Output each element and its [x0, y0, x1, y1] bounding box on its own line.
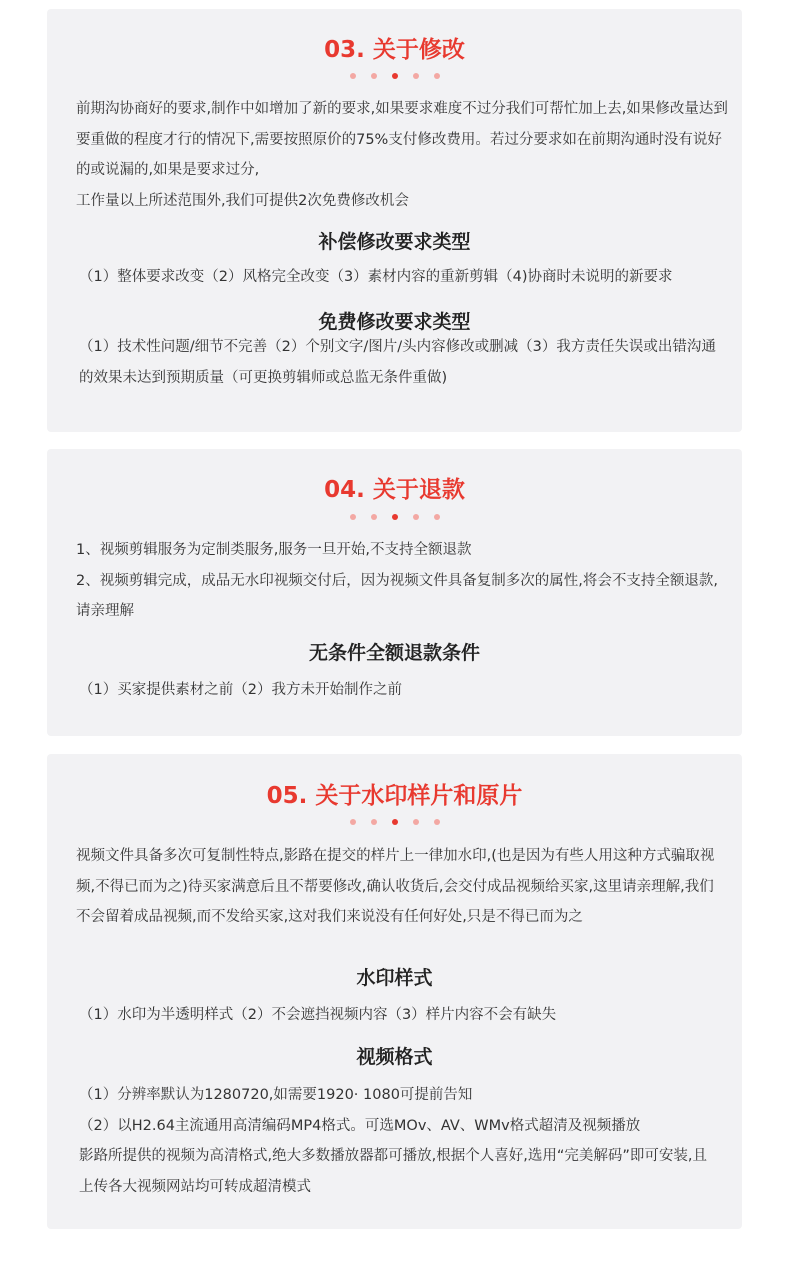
subsection-list: [79, 675, 729, 706]
subsection-heading: 视频格式: [356, 1046, 433, 1068]
dot-icon: [413, 73, 419, 79]
dot-icon: [371, 73, 377, 79]
list-item: 影路所提供的视频为高清格式,绝大多数播放器都可播放,根据个人喜好,选用“完美解码”即可安装,且上传各大视频网站均可转成超清模式: [79, 1148, 707, 1195]
section-body: [76, 535, 731, 627]
subsection-heading: 补偿修改要求类型: [318, 231, 471, 253]
section-card-watermark: [47, 754, 742, 1229]
dot-icon: [413, 819, 419, 825]
section-title: 05. 关于水印样片和原片: [266, 783, 523, 809]
body-paragraph: 工作量以上所述范围外,我们可提供2次免费修改机会: [76, 192, 409, 209]
subsection-list: [79, 1080, 709, 1202]
list-item: （1）技术性问题/细节不完善（2）个别文字/图片/头内容修改或删减（3）我方责任失误或出错沟通的效果未达到预期质量（可更换剪辑师或总监无条件重做): [79, 339, 716, 386]
dot-icon: [350, 73, 356, 79]
title-decoration-dots: [47, 513, 742, 521]
section-card-revisions: [47, 9, 742, 432]
list-item: （2）以H2.64主流通用高清编码MP4格式。可选MOv、AV、WMv格式超清及视频播放: [79, 1117, 641, 1134]
subsection-list: [79, 262, 729, 293]
subsection-list: [79, 1000, 729, 1031]
dot-icon: [413, 514, 419, 520]
body-paragraph: 视频文件具备多次可复制性特点,影路在提交的样片上一律加水印,(也是因为有些人用这种方式骗取视频,不得已而为之)待买家满意后且不帮要修改,确认收货后,会交付成品视频给买家,这里请亲理解,我们不会留着成品视频,而不发给买家,这对我们来说没有任何好处,只是不得已而为之: [76, 848, 715, 925]
section-body: [76, 841, 726, 933]
list-item: （1）分辨率默认为1280720,如需要1920· 1080可提前告知: [79, 1087, 473, 1103]
dot-icon: [371, 514, 377, 520]
section-title: 04. 关于退款: [324, 477, 465, 503]
body-paragraph: 2、视频剪辑完成，成品无水印视频交付后，因为视频文件具备复制多次的属性,将会不支持全额退款,请亲理解: [76, 572, 718, 619]
dot-icon: [392, 73, 398, 79]
dot-icon: [434, 514, 440, 520]
body-paragraph: 前期沟协商好的要求,制作中如增加了新的要求,如果要求难度不过分我们可帮忙加上去,如果修改量达到要重做的程度才行的情况下,需要按照原价的75%支付修改费用。若过分要求如在前期沟通时没有说好的或说漏的,如果是要求过分,: [76, 101, 728, 178]
section-body: [76, 94, 731, 216]
body-paragraph: 1、视频剪辑服务为定制类服务,服务一旦开始,不支持全额退款: [76, 542, 472, 558]
title-decoration-dots: [47, 818, 742, 826]
subsection-heading: 水印样式: [356, 967, 433, 989]
dot-icon: [350, 514, 356, 520]
dot-icon: [434, 73, 440, 79]
section-title: 03. 关于修改: [324, 37, 465, 63]
dot-icon: [434, 819, 440, 825]
section-card-refunds: [47, 449, 742, 736]
list-item: （1）买家提供素材之前（2）我方未开始制作之前: [79, 682, 402, 698]
dot-icon: [392, 514, 398, 520]
dot-icon: [392, 819, 398, 825]
title-decoration-dots: [47, 72, 742, 80]
list-item: （1）水印为半透明样式（2）不会遮挡视频内容（3）样片内容不会有缺失: [79, 1007, 557, 1023]
subsection-heading: 无条件全额退款条件: [308, 642, 480, 664]
list-item: （1）整体要求改变（2）风格完全改变（3）素材内容的重新剪辑（4)协商时未说明的新要求: [79, 269, 673, 285]
subsection-list: [79, 332, 724, 393]
subsection-heading: 免费修改要求类型: [318, 311, 471, 333]
dot-icon: [371, 819, 377, 825]
dot-icon: [350, 819, 356, 825]
